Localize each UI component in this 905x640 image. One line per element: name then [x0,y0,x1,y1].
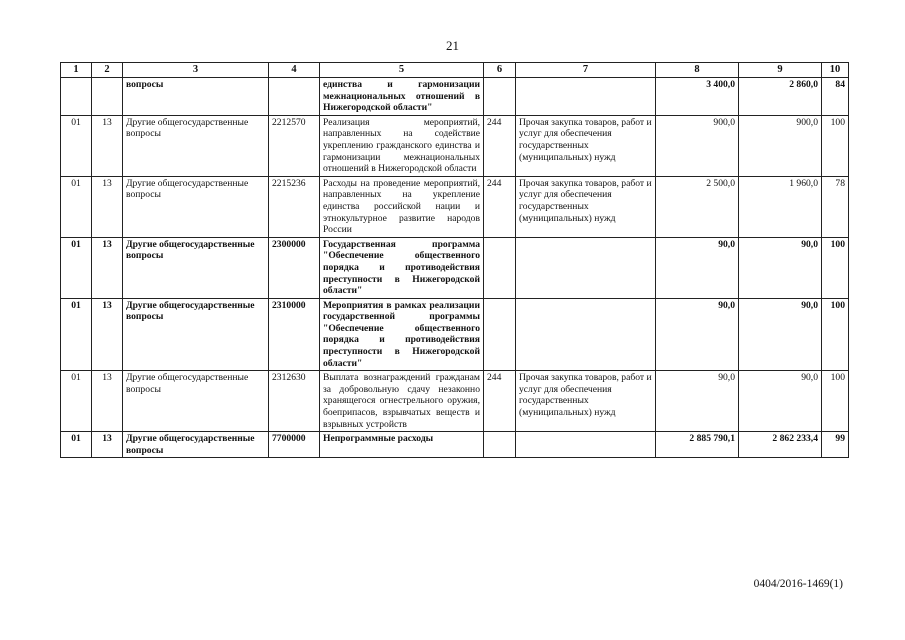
column-header-1: 1 [61,63,92,78]
expense-type-code [484,78,516,116]
execution-percent: 100 [822,371,849,432]
section-name: Другие общегосударственные вопросы [123,237,269,298]
section-name: вопросы [123,78,269,116]
target-article-code: 2215236 [269,176,320,237]
target-article-code [269,78,320,116]
amount-executed: 2 862 233,4 [739,432,822,458]
amount-planned: 90,0 [656,237,739,298]
expense-type-name: Прочая закупка товаров, работ и услуг для обеспечения государственных (муниципальных) нужд [516,115,656,176]
target-article-code: 2212570 [269,115,320,176]
section-code: 01 [61,371,92,432]
section-name: Другие общегосударственные вопросы [123,176,269,237]
execution-percent: 84 [822,78,849,116]
table-row [61,78,849,116]
amount-planned: 90,0 [656,371,739,432]
target-article-name: Расходы на проведение мероприятий, направленных на укрепление единства российской нации и этнокультурное развитие народов России [320,176,484,237]
subsection-code: 13 [92,432,123,458]
subsection-code: 13 [92,371,123,432]
expense-type-code: 244 [484,371,516,432]
column-header-3: 3 [123,63,269,78]
expense-type-code [484,237,516,298]
table-row [61,432,849,458]
expense-type-code [484,298,516,371]
expense-type-code: 244 [484,115,516,176]
subsection-code: 13 [92,237,123,298]
target-article-name: единства и гармонизации межнациональных отношений в Нижегородской области" [320,78,484,116]
expense-type-name [516,298,656,371]
target-article-name: Непрограммные расходы [320,432,484,458]
amount-planned: 900,0 [656,115,739,176]
expense-type-name [516,432,656,458]
target-article-code: 2312630 [269,371,320,432]
expense-type-code: 244 [484,176,516,237]
budget-table [60,62,849,458]
column-header-2: 2 [92,63,123,78]
document-code: 0404/2016-1469(1) [753,578,843,590]
section-name: Другие общегосударственные вопросы [123,432,269,458]
table-row [61,298,849,371]
amount-planned: 2 500,0 [656,176,739,237]
column-header-9: 9 [739,63,822,78]
column-header-7: 7 [516,63,656,78]
expense-type-name [516,78,656,116]
section-code: 01 [61,432,92,458]
execution-percent: 100 [822,115,849,176]
target-article-name: Государственная программа "Обеспечение общественного порядка и противодействия преступности в Нижегородской области" [320,237,484,298]
subsection-code: 13 [92,115,123,176]
amount-executed: 90,0 [739,371,822,432]
section-code [61,78,92,116]
section-code: 01 [61,176,92,237]
expense-type-name: Прочая закупка товаров, работ и услуг для обеспечения государственных (муниципальных) нужд [516,371,656,432]
subsection-code [92,78,123,116]
subsection-code: 13 [92,298,123,371]
table-row [61,176,849,237]
amount-planned: 3 400,0 [656,78,739,116]
execution-percent: 99 [822,432,849,458]
section-name: Другие общегосударственные вопросы [123,371,269,432]
amount-executed: 2 860,0 [739,78,822,116]
amount-executed: 900,0 [739,115,822,176]
section-code: 01 [61,298,92,371]
amount-executed: 90,0 [739,298,822,371]
amount-planned: 90,0 [656,298,739,371]
table-row [61,237,849,298]
target-article-name: Выплата вознаграждений гражданам за добровольную сдачу незаконно хранящегося огнестрельного оружия, боеприпасов, взрывчатых веществ и взрывных устройств [320,371,484,432]
execution-percent: 100 [822,237,849,298]
execution-percent: 78 [822,176,849,237]
expense-type-code [484,432,516,458]
column-header-4: 4 [269,63,320,78]
target-article-name: Реализация мероприятий, направленных на содействие укреплению гражданского единства и гармонизации межнациональных отношений в Нижегородской области [320,115,484,176]
execution-percent: 100 [822,298,849,371]
column-header-6: 6 [484,63,516,78]
section-name: Другие общегосударственные вопросы [123,115,269,176]
amount-executed: 1 960,0 [739,176,822,237]
amount-planned: 2 885 790,1 [656,432,739,458]
expense-type-name: Прочая закупка товаров, работ и услуг для обеспечения государственных (муниципальных) нужд [516,176,656,237]
section-code: 01 [61,115,92,176]
header-row [61,63,849,78]
table-row [61,371,849,432]
section-code: 01 [61,237,92,298]
column-header-8: 8 [656,63,739,78]
table-row [61,115,849,176]
target-article-name: Мероприятия в рамках реализации государственной программы "Обеспечение общественного порядка и противодействия преступности в Нижегородской области" [320,298,484,371]
column-header-10: 10 [822,63,849,78]
subsection-code: 13 [92,176,123,237]
section-name: Другие общегосударственные вопросы [123,298,269,371]
page-number: 21 [446,38,459,53]
target-article-code: 2310000 [269,298,320,371]
target-article-code: 2300000 [269,237,320,298]
column-header-5: 5 [320,63,484,78]
amount-executed: 90,0 [739,237,822,298]
target-article-code: 7700000 [269,432,320,458]
expense-type-name [516,237,656,298]
